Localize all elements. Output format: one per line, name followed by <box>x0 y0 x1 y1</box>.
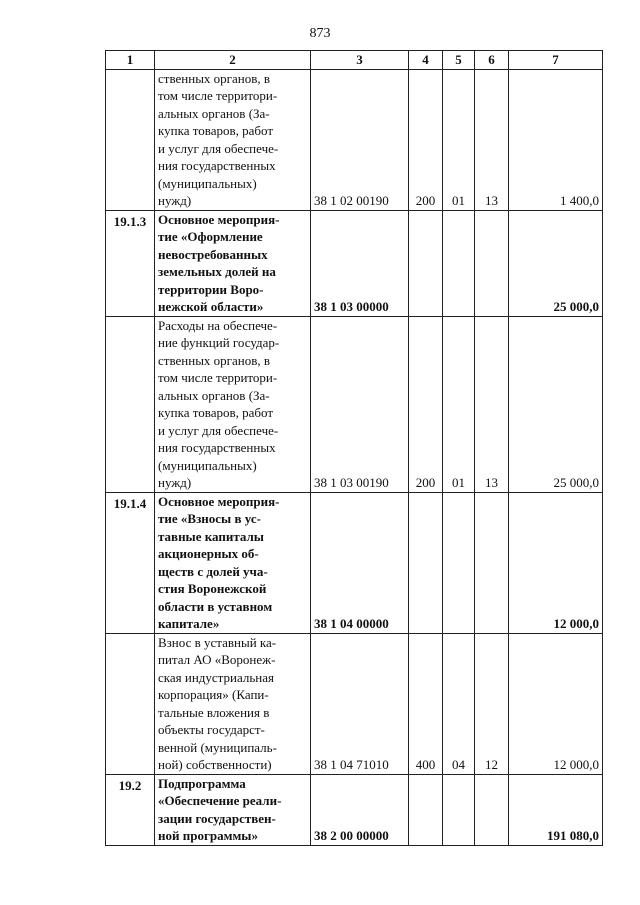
section-code <box>443 492 475 633</box>
description-line: тальные вложения в <box>158 704 270 720</box>
expense-type: 200 <box>409 69 443 210</box>
description-line: тие «Взносы в ус- <box>158 511 261 526</box>
description-line: невостребованных <box>158 246 268 262</box>
expense-type: 200 <box>409 316 443 492</box>
expense-type <box>409 210 443 316</box>
description-line: купка товаров, работ <box>158 123 274 138</box>
target-code: 38 1 04 71010 <box>311 633 409 774</box>
target-code: 38 1 03 00000 <box>311 210 409 316</box>
section-code: 01 <box>443 316 475 492</box>
expense-type <box>409 774 443 845</box>
description-line: нужд) <box>158 193 192 208</box>
header-cell: 5 <box>443 51 475 70</box>
row-number: 19.1.3 <box>106 210 155 316</box>
description-line: купка товаров, работ <box>158 405 274 420</box>
row-description <box>155 633 311 774</box>
description-line: ние функций государ- <box>158 335 280 350</box>
description-line: капитале» <box>158 616 220 631</box>
description-line: альных органов (За- <box>158 105 270 121</box>
table-row <box>106 774 603 845</box>
subsection-code: 12 <box>475 633 509 774</box>
row-number <box>106 316 155 492</box>
row-number: 19.2 <box>106 774 155 845</box>
description-line: Подпрограмма <box>158 775 246 791</box>
row-description <box>155 210 311 316</box>
header-cell: 6 <box>475 51 509 70</box>
amount: 25 000,0 <box>509 210 603 316</box>
table-row <box>106 210 603 316</box>
amount: 12 000,0 <box>509 633 603 774</box>
description-line: Основное мероприя- <box>158 493 280 509</box>
row-number: 19.1.4 <box>106 492 155 633</box>
description-line: ной программы» <box>158 828 258 843</box>
table-row <box>106 633 603 774</box>
description-line: территории Воро- <box>158 281 264 297</box>
description-line: тие «Оформление <box>158 229 263 244</box>
description-line: и услуг для обеспече- <box>158 140 279 156</box>
row-number <box>106 69 155 210</box>
expense-type: 400 <box>409 633 443 774</box>
target-code: 38 1 04 00000 <box>311 492 409 633</box>
description-line: (муниципальных) <box>158 457 257 473</box>
description-line: венной (муниципаль- <box>158 739 277 755</box>
description-line: земельных долей на <box>158 264 276 279</box>
section-code: 01 <box>443 69 475 210</box>
target-code: 38 2 00 00000 <box>311 774 409 845</box>
description-line: ская индустриальная <box>158 669 274 685</box>
description-line: нежской области» <box>158 299 264 314</box>
description-line: Основное мероприя- <box>158 211 280 227</box>
row-description <box>155 774 311 845</box>
page-number: 873 <box>309 26 331 41</box>
description-line: том числе территори- <box>158 88 278 103</box>
description-line: питал АО «Воронеж- <box>158 652 276 667</box>
description-line: области в уставном <box>158 598 273 614</box>
subsection-code <box>475 492 509 633</box>
description-line: том числе территори- <box>158 370 278 385</box>
description-line: Взнос в уставный ка- <box>158 634 277 650</box>
description-line: «Обеспечение реали- <box>158 793 282 808</box>
header-cell: 7 <box>509 51 603 70</box>
subsection-code <box>475 210 509 316</box>
subsection-code: 13 <box>475 316 509 492</box>
description-line: корпорация» (Капи- <box>158 687 269 702</box>
description-line: объекты государст- <box>158 722 265 737</box>
description-line: ной) собственности) <box>158 757 272 772</box>
section-code: 04 <box>443 633 475 774</box>
amount: 1 400,0 <box>509 69 603 210</box>
expense-type <box>409 492 443 633</box>
description-line: ственных органов, в <box>158 70 271 86</box>
description-line: тавные капиталы <box>158 528 264 544</box>
description-line: альных органов (За- <box>158 387 270 403</box>
header-cell: 4 <box>409 51 443 70</box>
header-row <box>106 51 603 70</box>
description-line: нужд) <box>158 475 192 490</box>
description-line: акционерных об- <box>158 546 259 561</box>
description-line: (муниципальных) <box>158 175 257 191</box>
description-line: ственных органов, в <box>158 352 271 368</box>
header-cell: 2 <box>155 51 311 70</box>
description-line: Расходы на обеспече- <box>158 317 278 333</box>
target-code: 38 1 03 00190 <box>311 316 409 492</box>
subsection-code: 13 <box>475 69 509 210</box>
description-line: и услуг для обеспече- <box>158 422 279 438</box>
table-row <box>106 492 603 633</box>
section-code <box>443 210 475 316</box>
description-line: ния государственных <box>158 158 276 173</box>
description-line: ществ с долей уча- <box>158 563 268 579</box>
amount: 12 000,0 <box>509 492 603 633</box>
header-cell: 1 <box>106 51 155 70</box>
budget-table <box>105 50 603 846</box>
row-description <box>155 69 311 210</box>
row-description <box>155 492 311 633</box>
amount: 191 080,0 <box>509 774 603 845</box>
table-row <box>106 316 603 492</box>
target-code: 38 1 02 00190 <box>311 69 409 210</box>
amount: 25 000,0 <box>509 316 603 492</box>
header-cell: 3 <box>311 51 409 70</box>
subsection-code <box>475 774 509 845</box>
description-line: зации государствен- <box>158 810 276 826</box>
description-line: ния государственных <box>158 440 276 455</box>
row-number <box>106 633 155 774</box>
table-row <box>106 69 603 210</box>
section-code <box>443 774 475 845</box>
row-description <box>155 316 311 492</box>
description-line: стия Воронежской <box>158 581 267 596</box>
